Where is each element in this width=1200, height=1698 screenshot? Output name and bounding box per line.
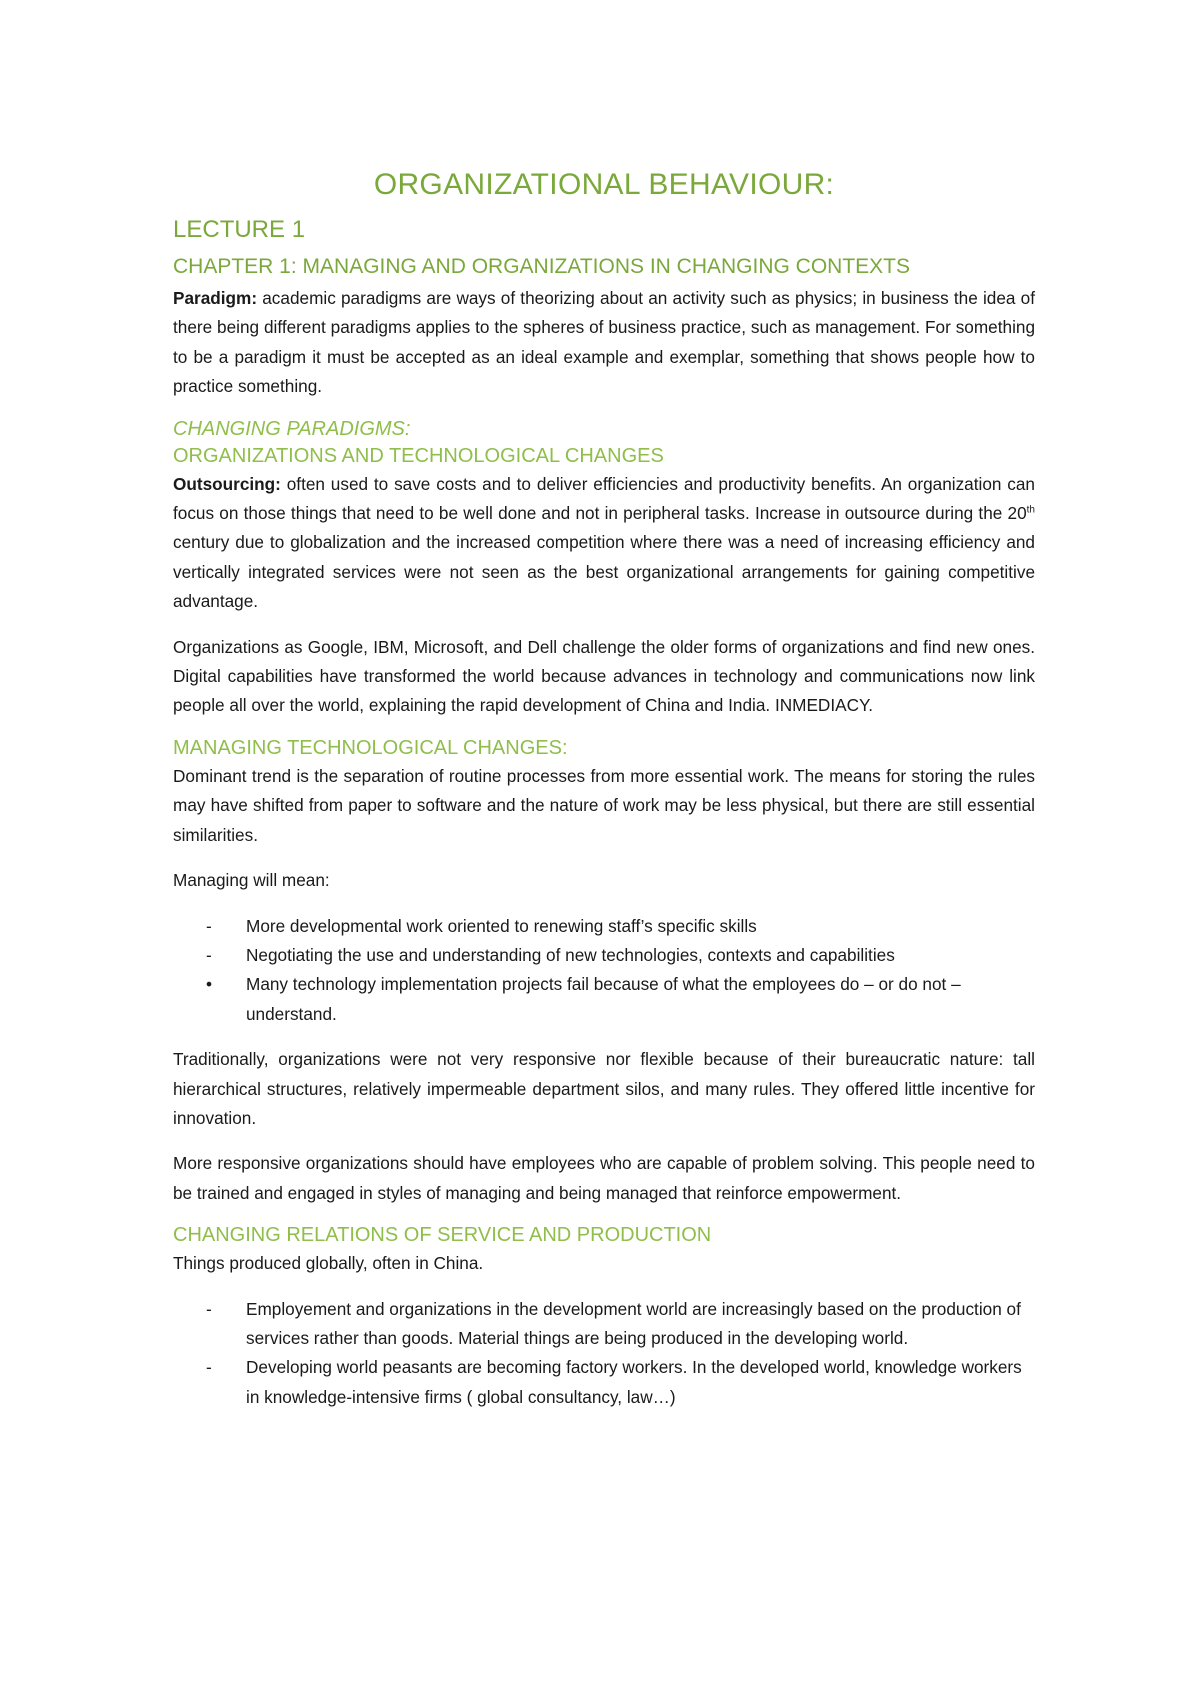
list-marker: - [206, 1298, 212, 1319]
service-production-heading: CHANGING RELATIONS OF SERVICE AND PRODUCTION [173, 1224, 712, 1247]
list-marker: - [206, 1357, 212, 1378]
lecture-heading: LECTURE 1 [173, 216, 306, 243]
list-item-text: More developmental work oriented to renewing staff’s specific skills [246, 915, 757, 936]
service-intro: Things produced globally, often in China. [173, 1253, 484, 1274]
list-item [173, 1295, 1035, 1354]
managing-intro: Managing will mean: [173, 870, 330, 891]
chapter-heading: CHAPTER 1: MANAGING AND ORGANIZATIONS IN CHANGING CONTEXTS [173, 255, 911, 278]
list-item-text: Negotiating the use and understanding of new technologies, contexts and capabilities [246, 944, 895, 965]
list-item [173, 912, 1035, 941]
list-marker: - [206, 915, 212, 936]
list-marker: - [206, 944, 212, 965]
ordinal-suffix: th [1026, 504, 1035, 516]
organizations-paragraph: Organizations as Google, IBM, Microsoft, and Dell challenge the older forms of organizations and find new ones. Digital capabilities have transformed the world because advances in technology and communications now link people all over the world, explaining the rapid development of China and India. INMEDIACY. [173, 636, 1035, 716]
list-item-text: Employement and organizations in the development world are increasingly based on the production of services rather than goods. Material things are being produced in the developing world. [246, 1298, 1021, 1348]
paradigm-text: academic paradigms are ways of theorizing about an activity such as physics; in business the idea of there being different paradigms applies to the spheres of business practice, such as management. For something to be a paradigm it must be accepted as an ideal example and exemplar, something that shows people how to practice something. [173, 288, 1035, 397]
paradigm-paragraph [173, 284, 1035, 402]
document-page [173, 168, 1035, 1428]
list-item [173, 1353, 1035, 1412]
org-tech-changes-heading: ORGANIZATIONS AND TECHNOLOGICAL CHANGES [173, 444, 664, 467]
traditionally-paragraph: Traditionally, organizations were not very responsive nor flexible because of their bureaucratic nature: tall hierarchical structures, relatively impermeable department silos, and many rules. They offered little incentive for innovation. [173, 1049, 1035, 1128]
list-item [173, 941, 1035, 970]
changing-paradigms-heading: CHANGING PARADIGMS: [173, 417, 411, 440]
outsourcing-text: often used to save costs and to deliver efficiencies and productivity benefits. An organization can focus on those things that need to be well done and not in peripheral tasks. Increase in outsource during the 20 [173, 473, 1035, 524]
responsive-paragraph: More responsive organizations should have employees who are capable of problem solving. This people need to be trained and engaged in styles of managing and being managed that reinforce empowerment. [173, 1153, 1035, 1203]
list-item [173, 970, 1035, 1029]
outsourcing-text-cont: century due to globalization and the increased competition where there was a need of increasing efficiency and vertically integrated services were not seen as the best organizational arrangements for gaining competitive advantage. [173, 532, 1035, 612]
list-item-text: Many technology implementation projects fail because of what the employees do – or do not – understand. [246, 974, 961, 1024]
managing-tech-heading: MANAGING TECHNOLOGICAL CHANGES: [173, 736, 568, 759]
outsourcing-paragraph [173, 470, 1035, 617]
managing-list [173, 912, 1035, 1030]
document-title: ORGANIZATIONAL BEHAVIOUR: [373, 168, 835, 201]
outsourcing-term: Outsourcing: [173, 473, 281, 494]
paradigm-term: Paradigm: [173, 288, 258, 308]
dominant-trend-paragraph: Dominant trend is the separation of routine processes from more essential work. The means for storing the rules may have shifted from paper to software and the nature of work may be less physical, but there are still essential similarities. [173, 765, 1035, 845]
service-list [173, 1295, 1035, 1413]
bullet-icon: • [206, 974, 213, 995]
list-item-text: Developing world peasants are becoming factory workers. In the developed world, knowledge workers in knowledge-intensive firms ( global consultancy, law…) [246, 1357, 1022, 1407]
